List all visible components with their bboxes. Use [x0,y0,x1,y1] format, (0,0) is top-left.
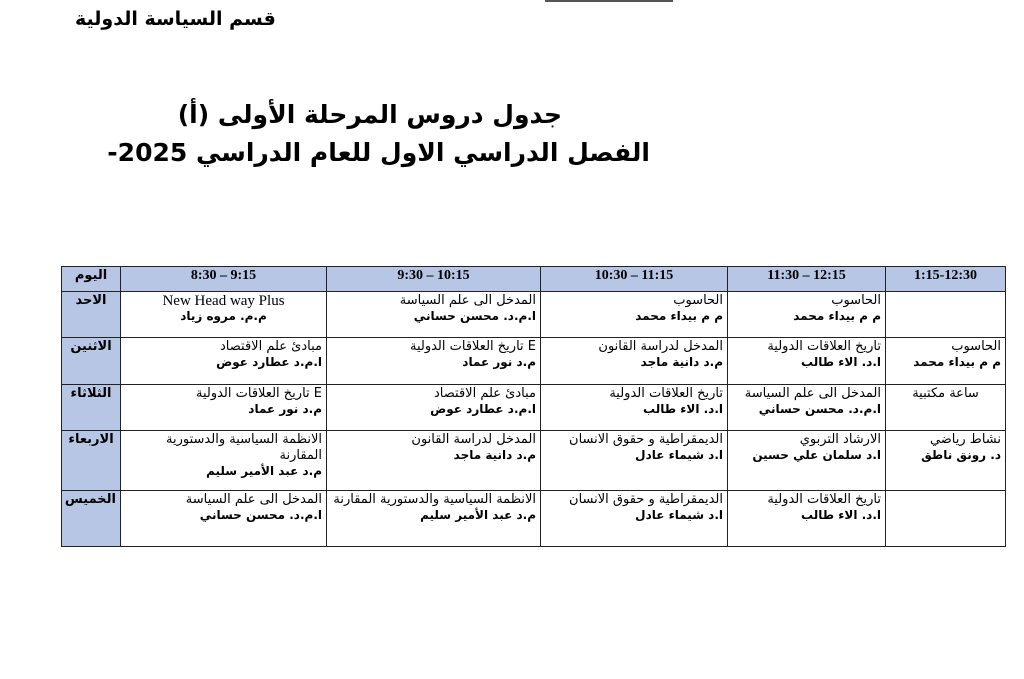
day-label: الخميس [62,491,121,547]
instructor-name: م.د دانية ماجد [453,448,536,462]
session-cell-empty [886,292,1006,338]
day-column-header: اليوم [62,267,121,292]
session-cell [728,491,886,547]
table-row [62,292,1006,338]
day-label: الثلاثاء [62,385,121,431]
session-cell [327,292,541,338]
instructor-name: ا.د. الاء طالب [643,402,723,416]
instructor-name: م.د نور عماد [462,355,536,369]
table-row [62,491,1006,547]
instructor-name: د. رونق ناطق [921,448,1001,462]
session-cell [121,292,327,338]
session-cell [541,385,728,431]
instructor-name: ا.م.د. محسن حساني [199,508,322,522]
day-label: الاثنين [62,338,121,385]
course-name: مبادئ علم الاقتصاد [434,386,536,401]
course-name: الانظمة السياسية والدستورية المقارنة [333,492,536,507]
session-cell [541,491,728,547]
session-cell [327,491,541,547]
course-name: الانظمة السياسية والدستورية المقارنة [166,432,322,463]
course-name: E تاريخ العلاقات الدولية [195,386,322,401]
session-cell [728,385,886,431]
course-name: المدخل لدراسة القانون [411,432,536,447]
course-name: الديمقراطية و حقوق الانسان [569,432,723,447]
instructor-name: ا.د شيماء عادل [635,448,723,462]
course-name: المدخل الى علم السياسة [744,386,881,401]
course-name: الديمقراطية و حقوق الانسان [569,492,723,507]
session-cell [728,338,886,385]
course-name: E تاريخ العلاقات الدولية [409,339,536,354]
session-cell [886,385,1006,431]
course-name: المدخل الى علم السياسة [185,492,322,507]
session-cell [728,292,886,338]
table-row [62,431,1006,491]
page-subtitle: الفصل الدراسي الاول للعام الدراسي 2025- [107,138,650,167]
session-cell [541,431,728,491]
course-name: New Head way Plus [162,293,285,309]
instructor-name: ا.د شيماء عادل [635,508,723,522]
session-cell [121,338,327,385]
course-name: الحاسوب [831,293,881,308]
course-name: تاريخ العلاقات الدولية [767,492,881,507]
session-cell [121,385,327,431]
course-name: الحاسوب [673,293,723,308]
instructor-name: ا.م.د عطارد عوض [216,355,322,369]
day-label: الاحد [62,292,121,338]
period-header-3: 10:30 – 11:15 [541,267,728,292]
period-header-4: 11:30 – 12:15 [728,267,886,292]
session-cell [886,431,1006,491]
course-name: تاريخ العلاقات الدولية [609,386,723,401]
instructor-name: ا.م.د. محسن حساني [413,309,536,323]
instructor-name: ا.د. الاء طالب [801,508,881,522]
course-name: مبادئ علم الاقتصاد [220,339,322,354]
session-cell [541,338,728,385]
instructor-name: م م بيداء محمد [635,309,723,323]
session-cell [121,491,327,547]
instructor-name: ا.م.د. محسن حساني [758,402,881,416]
period-header-1: 8:30 – 9:15 [121,267,327,292]
session-cell [541,292,728,338]
course-name: المدخل لدراسة القانون [598,339,723,354]
instructor-name: م.د عبد الأمير سليم [206,464,322,478]
period-header-5: 1:15-12:30 [886,267,1006,292]
period-header-2: 9:30 – 10:15 [327,267,541,292]
session-cell [327,431,541,491]
session-cell [327,385,541,431]
course-name: تاريخ العلاقات الدولية [767,339,881,354]
top-rule [545,0,673,2]
instructor-name: م.م. مروه زياد [180,309,267,323]
table-row [62,338,1006,385]
course-name: المدخل الى علم السياسة [399,293,536,308]
session-cell [327,338,541,385]
instructor-name: ا.د. الاء طالب [801,355,881,369]
session-cell-empty [886,491,1006,547]
course-name: الارشاد التربوي [799,432,881,447]
instructor-name: م م بيداء محمد [793,309,881,323]
department-name: قسم السياسة الدولية [75,8,276,30]
session-cell [121,431,327,491]
instructor-name: م م بيداء محمد [913,355,1001,369]
schedule-table [61,266,1006,547]
day-label: الاربعاء [62,431,121,491]
course-name: ساعة مكتبية [912,386,979,401]
page-title: جدول دروس المرحلة الأولى (أ) [177,100,562,129]
header-row [62,267,1006,292]
table-row [62,385,1006,431]
instructor-name: م.د دانية ماجد [640,355,723,369]
session-cell [728,431,886,491]
course-name: الحاسوب [951,339,1001,354]
instructor-name: ا.م.د عطارد عوض [430,402,536,416]
instructor-name: م.د عبد الأمير سليم [420,508,536,522]
session-cell [886,338,1006,385]
instructor-name: م.د نور عماد [248,402,322,416]
course-name: نشاط رياضي [929,432,1001,447]
instructor-name: ا.د سلمان علي حسين [752,448,881,462]
